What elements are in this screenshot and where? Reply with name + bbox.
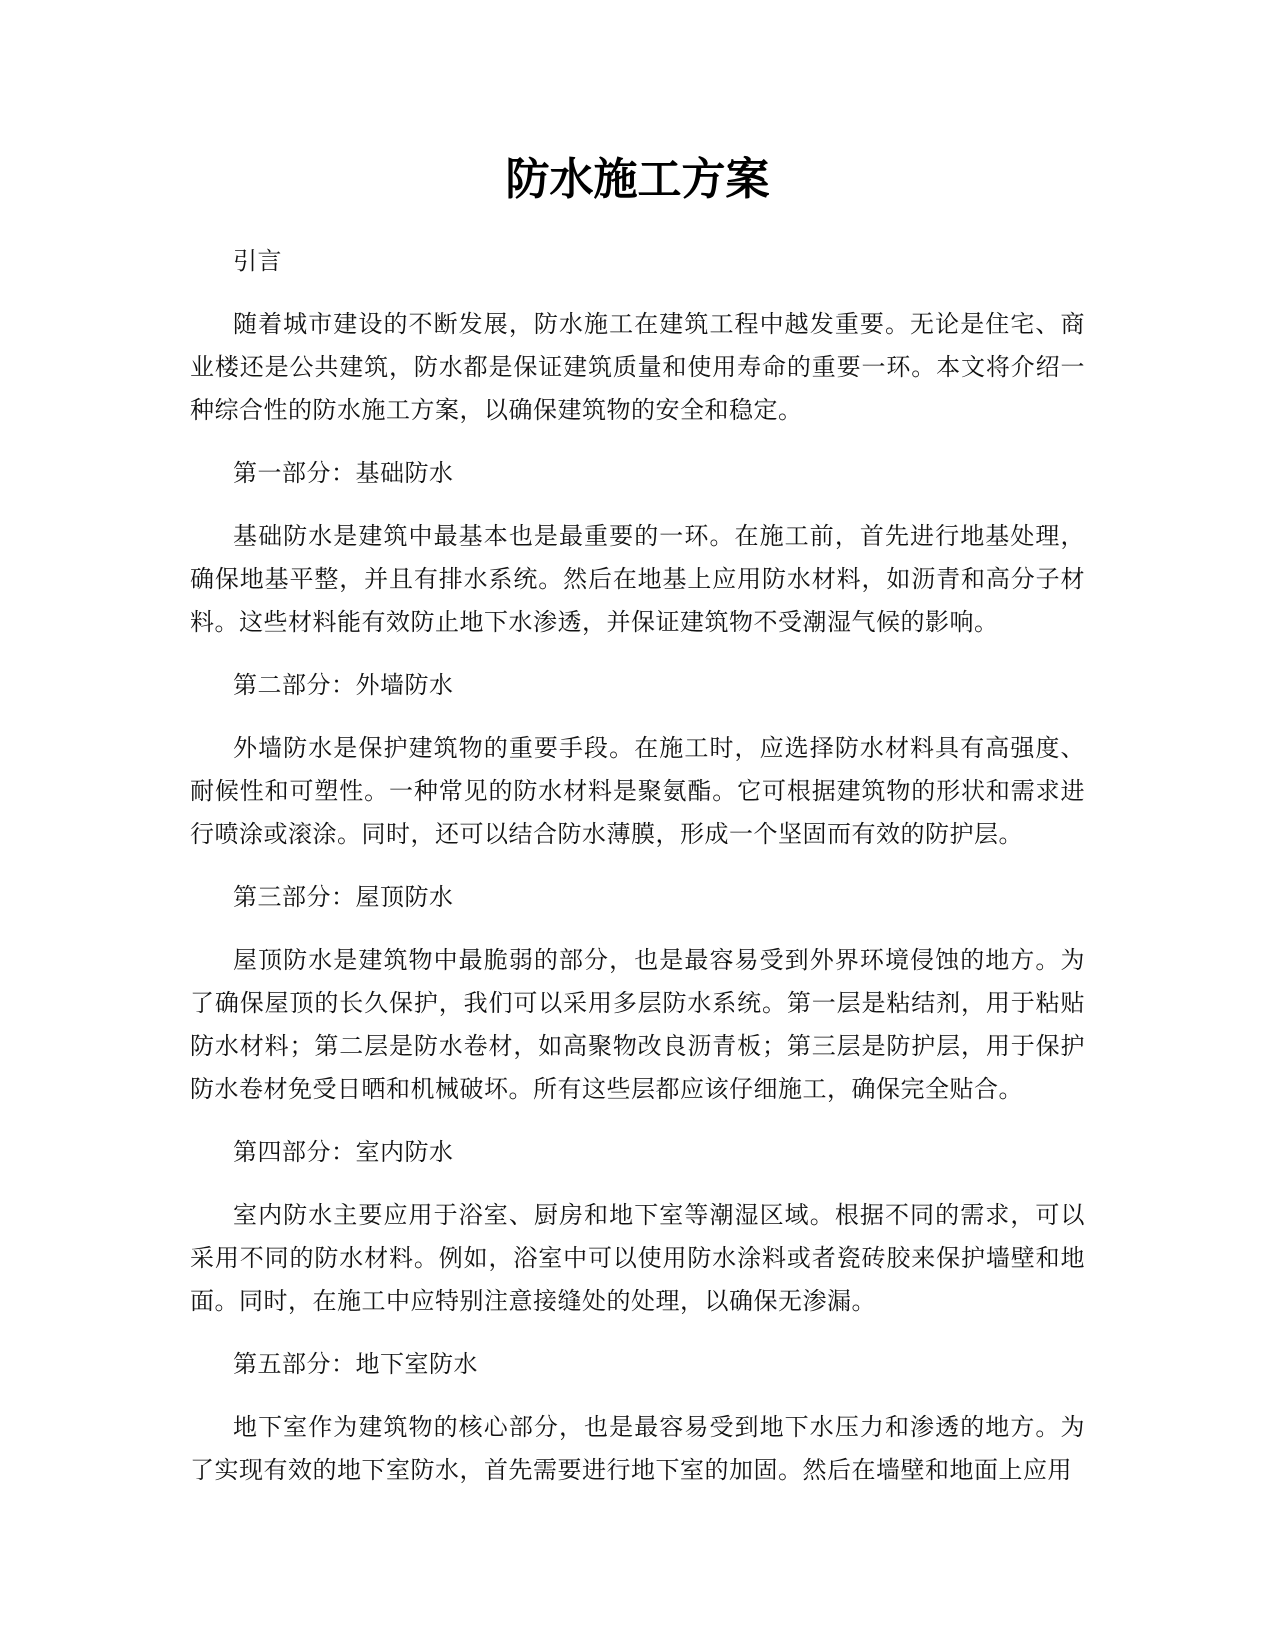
section-heading-basement: 第五部分：地下室防水: [233, 1350, 478, 1378]
document-title: 防水施工方案: [505, 154, 770, 205]
section-heading-intro: 引言: [233, 247, 282, 275]
paragraph-exterior-wall: 外墙防水是保护建筑物的重要手段。在施工时，应选择防水材料具有高强度、耐候性和可塑性。一种常见的防水材料是聚氨酯。它可根据建筑物的形状和需求进行喷涂或滚涂。同时，还可以结合防水薄膜，形成一个坚固而有效的防护层。: [190, 734, 1085, 848]
section-heading-indoor: 第四部分：室内防水: [233, 1138, 454, 1166]
section-heading-roof: 第三部分：屋顶防水: [233, 883, 454, 911]
section-heading-exterior-wall: 第二部分：外墙防水: [233, 671, 454, 699]
paragraph-basement: 地下室作为建筑物的核心部分，也是最容易受到地下水压力和渗透的地方。为了实现有效的地下室防水，首先需要进行地下室的加固。然后在墙壁和地面上应用: [190, 1413, 1085, 1484]
paragraph-foundation: 基础防水是建筑中最基本也是最重要的一环。在施工前，首先进行地基处理，确保地基平整，并且有排水系统。然后在地基上应用防水材料，如沥青和高分子材料。这些材料能有效防止地下水渗透，并保证建筑物不受潮湿气候的影响。: [190, 522, 1085, 636]
document-body: [190, 240, 1085, 1512]
paragraph-intro: 随着城市建设的不断发展，防水施工在建筑工程中越发重要。无论是住宅、商业楼还是公共建筑，防水都是保证建筑质量和使用寿命的重要一环。本文将介绍一种综合性的防水施工方案，以确保建筑物的安全和稳定。: [190, 310, 1085, 424]
paragraph-indoor: 室内防水主要应用于浴室、厨房和地下室等潮湿区域。根据不同的需求，可以采用不同的防水材料。例如，浴室中可以使用防水涂料或者瓷砖胶来保护墙壁和地面。同时，在施工中应特别注意接缝处的处理，以确保无渗漏。: [190, 1201, 1085, 1315]
section-heading-foundation: 第一部分：基础防水: [233, 459, 454, 487]
paragraph-roof: 屋顶防水是建筑物中最脆弱的部分，也是最容易受到外界环境侵蚀的地方。为了确保屋顶的长久保护，我们可以采用多层防水系统。第一层是粘结剂，用于粘贴防水材料；第二层是防水卷材，如高聚物改良沥青板；第三层是防护层，用于保护防水卷材免受日晒和机械破坏。所有这些层都应该仔细施工，确保完全贴合。: [190, 946, 1085, 1103]
